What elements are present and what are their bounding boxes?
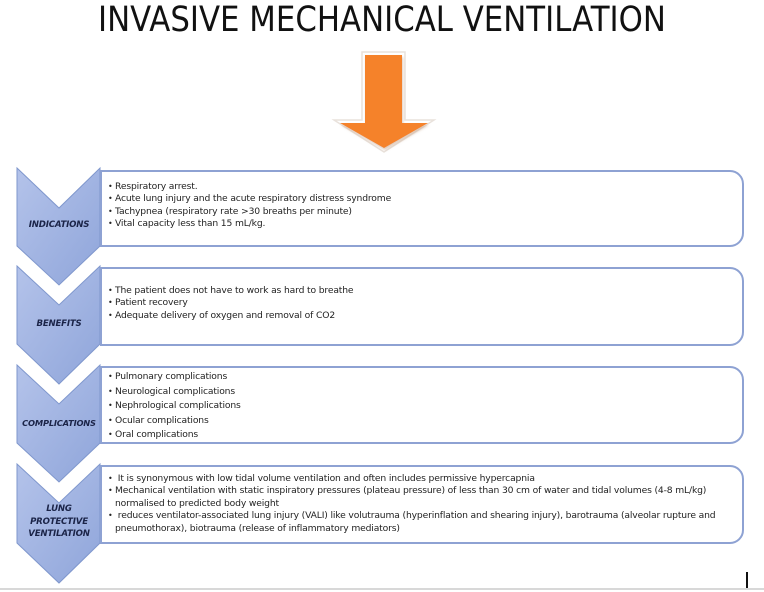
list-item: • Mechanical ventilation with static inspiratory pressures (plateau pressure) of less than 30 cm of water and tidal volumes (4-8 mL/kg) normalised to predicted body weight (108, 485, 707, 509)
list-item: • Respiratory arrest. (108, 181, 198, 192)
bullet-list (108, 285, 734, 322)
section-label-indications (17, 219, 101, 232)
label-line: INDICATIONS (28, 220, 90, 230)
bullet-list (108, 181, 734, 231)
section-label-complications (15, 417, 103, 430)
list-item: • Tachypnea (respiratory rate >30 breaths per minute) (108, 205, 352, 217)
list-item: • reduces ventilator-associated lung injury (VALI) like volutrauma (hyperinflation and shearing injury), barotrauma (alveolar rupture and pneumothorax), biotrauma (release of inflammatory mediators) (108, 510, 716, 534)
label-line: VENTILATION (28, 529, 90, 540)
bullet-list (108, 370, 734, 443)
label-line: COMPLICATIONS (22, 418, 96, 428)
content-box-complications (100, 366, 744, 444)
content-box-benefits (100, 267, 744, 346)
label-line: LUNG (46, 504, 72, 514)
list-item: • Neurological complications (108, 385, 235, 397)
content-box-lung-protective-ventilation (100, 465, 744, 544)
section-label-lung-protective-ventilation (17, 503, 101, 541)
list-item: • Vital capacity less than 15 mL/kg. (108, 218, 266, 230)
list-item: • Acute lung injury and the acute respiratory distress syndrome (108, 193, 392, 205)
list-item: • Pulmonary complications (108, 371, 228, 382)
list-item: • The patient does not have to work as hard to breathe (108, 285, 354, 296)
down-arrow-icon (334, 52, 434, 152)
list-item: • Adequate delivery of oxygen and removal of CO2 (108, 309, 336, 321)
page-divider (0, 588, 764, 590)
label-line: BENEFITS (36, 319, 82, 329)
list-item: • It is synonymous with low tidal volume ventilation and often includes permissive hypercapnia (108, 473, 535, 484)
label-line: PROTECTIVE (30, 516, 88, 527)
bullet-list (108, 473, 734, 535)
list-item: • Nephrological complications (108, 400, 241, 412)
text-cursor-icon (746, 572, 748, 588)
page-title: INVASIVE MECHANICAL VENTILATION (98, 0, 666, 40)
list-item: • Ocular complications (108, 414, 209, 426)
list-item: • Oral complications (108, 429, 199, 441)
content-box-indications (100, 170, 744, 247)
section-label-benefits (17, 318, 101, 331)
list-item: • Patient recovery (108, 297, 188, 309)
